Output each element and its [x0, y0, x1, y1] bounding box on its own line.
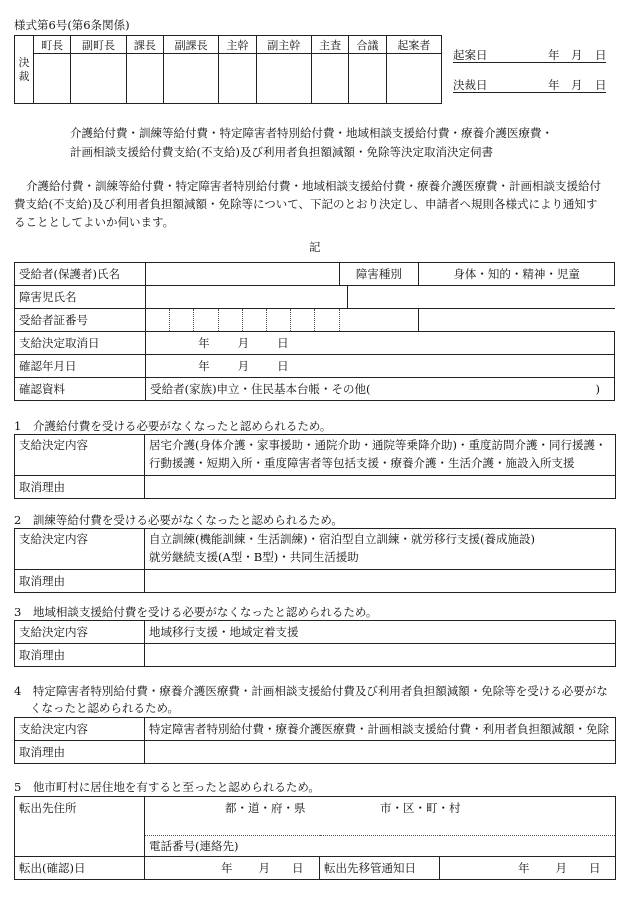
- approval-col-deputy-mayor: 副町長: [71, 36, 126, 54]
- disability-type-options[interactable]: 身体・知的・精神・児童: [419, 263, 615, 286]
- stamp-box[interactable]: [386, 54, 441, 104]
- year-unit: 年: [221, 861, 233, 875]
- approval-col-deputy-chief: 副課長: [164, 36, 219, 54]
- cert-number-label: 受給者証番号: [15, 309, 146, 332]
- stamp-box[interactable]: [71, 54, 126, 104]
- cancel-date-field[interactable]: [146, 332, 615, 355]
- docs-value: 受給者(家族)申立・住民基本台帳・その他(: [150, 382, 371, 396]
- cert-digit-box[interactable]: [218, 309, 242, 332]
- section-4-reason-field[interactable]: [145, 741, 616, 764]
- child-name-label: 障害児氏名: [15, 286, 146, 309]
- confirm-date-field[interactable]: [146, 355, 615, 378]
- month-unit: 月: [555, 861, 567, 875]
- child-name-field[interactable]: [146, 286, 348, 309]
- approval-stamp-table: [14, 35, 442, 104]
- docs-close-paren: ): [595, 382, 600, 396]
- cert-digit-box[interactable]: [242, 309, 266, 332]
- approval-col-manager: 主幹: [219, 36, 256, 54]
- approval-col-deputy-manager: 副主幹: [256, 36, 311, 54]
- approval-side-label-char: 裁: [18, 69, 30, 83]
- cert-digit-box[interactable]: [339, 309, 419, 332]
- approval-col-chief-clerk: 主査: [311, 36, 348, 54]
- section-4-heading-line1: 4 特定障害者特別給付費・療養介護医療費・計画相談支援給付費及び利用者負担額減額・免除等を受ける必要がな: [14, 684, 608, 698]
- stamp-box[interactable]: [256, 54, 311, 104]
- cancel-date-label: 支給決定取消日: [15, 332, 146, 355]
- year-unit: 年: [548, 48, 560, 62]
- section-3-content[interactable]: 地域移行支援・地域定着支援: [145, 621, 616, 644]
- approval-col-drafter: 起案者: [386, 36, 441, 54]
- month-unit: 月: [571, 48, 583, 62]
- year-unit: 年: [198, 359, 210, 373]
- notice-date-label: 転出先移管通知日: [320, 857, 440, 880]
- section-4-heading-line2: くなったと認められるため。: [30, 701, 180, 715]
- section-5-heading: 5 他市町村に居住地を有すると至ったと認められるため。: [14, 780, 320, 794]
- form-number: 様式第6号(第6条関係): [14, 18, 130, 32]
- cert-digit-box[interactable]: [170, 309, 194, 332]
- cert-digit-box[interactable]: [146, 309, 170, 332]
- day-unit: 日: [589, 861, 601, 875]
- section-1-heading: 1 介護給付費を受ける必要がなくなったと認められるため。: [14, 419, 332, 433]
- month-unit: 月: [237, 336, 250, 350]
- blank-cell: [347, 286, 614, 309]
- decision-date-label: 決裁日: [453, 78, 488, 92]
- confirm-date-label: 確認年月日: [15, 355, 146, 378]
- section-4-table: [14, 717, 616, 764]
- section-1-content[interactable]: [145, 435, 616, 476]
- stamp-box[interactable]: [219, 54, 256, 104]
- approval-col-mayor: 町長: [34, 36, 71, 54]
- blank-cell: [419, 309, 615, 332]
- content-label: 支給決定内容: [15, 435, 145, 476]
- day-unit: 日: [277, 336, 289, 350]
- section-2-content[interactable]: [145, 529, 616, 570]
- section-2-reason-field[interactable]: [145, 570, 616, 593]
- cert-digit-box[interactable]: [194, 309, 218, 332]
- day-unit: 日: [277, 359, 289, 373]
- section-4-content[interactable]: 特定障害者特別給付費・療養介護医療費・計画相談支援給付費・利用者負担額減額・免除: [145, 718, 616, 741]
- approval-side-label-char: 決: [18, 55, 30, 69]
- content-label: 支給決定内容: [15, 718, 145, 741]
- month-unit: 月: [237, 359, 250, 373]
- section-5-table: [14, 796, 616, 880]
- reason-label: 取消理由: [15, 476, 145, 499]
- intro-text-line2: 費支給(不支給)及び利用者負担額減額・免除等について、下記のとおり決定し、申請者へ規則各様式により通知す: [14, 197, 598, 211]
- section-2-heading: 2 訓練等給付費を受ける必要がなくなったと認められるため。: [14, 513, 343, 527]
- stamp-box[interactable]: [349, 54, 386, 104]
- notice-date-field[interactable]: [440, 857, 616, 880]
- stamp-box[interactable]: [164, 54, 219, 104]
- decision-date-field[interactable]: [453, 76, 606, 93]
- day-unit: 日: [292, 861, 304, 875]
- day-unit: 日: [595, 48, 607, 62]
- day-unit: 日: [595, 78, 607, 92]
- cert-digit-box[interactable]: [267, 309, 291, 332]
- reason-label: 取消理由: [15, 570, 145, 593]
- phone-label: 電話番号(連絡先): [149, 838, 239, 853]
- recipient-name-label: 受給者(保護者)氏名: [15, 263, 146, 286]
- prefecture-options: 都・道・府・県: [225, 801, 306, 815]
- stamp-box[interactable]: [34, 54, 71, 104]
- intro-text-line1: 介護給付費・訓練等給付費・特定障害者特別給付費・地域相談支援給付費・療養介護医療費・計画相談支援給付: [26, 179, 601, 193]
- moveout-date-label: 転出(確認)日: [15, 857, 145, 880]
- municipality-options: 市・区・町・村: [380, 801, 461, 815]
- content-label: 支給決定内容: [15, 529, 145, 570]
- section-3-reason-field[interactable]: [145, 644, 616, 667]
- section-1-reason-field[interactable]: [145, 476, 616, 499]
- reason-label: 取消理由: [15, 644, 145, 667]
- month-unit: 月: [571, 78, 583, 92]
- section-3-table: [14, 620, 616, 667]
- recipient-info-table: [14, 262, 615, 401]
- document-title-line1: 介護給付費・訓練等給付費・特定障害者特別給付費・地域相談支援給付費・療養介護医療費・: [70, 126, 553, 140]
- month-unit: 月: [258, 861, 270, 875]
- stamp-box[interactable]: [311, 54, 348, 104]
- address-label: 転出先住所: [15, 797, 145, 857]
- approval-col-consultation: 合議: [349, 36, 386, 54]
- section-3-heading: 3 地域相談支援給付費を受ける必要がなくなったと認められるため。: [14, 605, 378, 619]
- approval-side-label: [15, 36, 34, 104]
- year-unit: 年: [548, 78, 560, 92]
- section-1-content-line1: 居宅介護(身体介護・家事援助・通院介助・通院等乗降介助)・重度訪問介護・同行援護・: [149, 438, 607, 452]
- section-1-content-line2: 行動援護・短期入所・重度障害者等包括支援・療養介護・生活介護・施設入所支援: [149, 456, 575, 470]
- reason-label: 取消理由: [15, 741, 145, 764]
- section-1-table: [14, 434, 616, 499]
- stamp-box[interactable]: [126, 54, 163, 104]
- phone-field[interactable]: [145, 835, 616, 856]
- section-2-table: [14, 528, 616, 593]
- section-2-content-line2: 就労継続支援(A型・B型)・共同生活援助: [149, 550, 359, 564]
- cert-digit-box[interactable]: [315, 309, 339, 332]
- approval-col-section-chief: 課長: [126, 36, 163, 54]
- document-title-line2: 計画相談支援給付費支給(不支給)及び利用者負担額減額・免除等決定取消決定伺書: [70, 145, 493, 159]
- disability-type-label: 障害種別: [339, 263, 419, 286]
- section-2-content-line1: 自立訓練(機能訓練・生活訓練)・宿泊型自立訓練・就労移行支援(養成施設): [149, 532, 535, 546]
- draft-date-label: 起案日: [453, 48, 488, 62]
- year-unit: 年: [198, 336, 210, 350]
- docs-label: 確認資料: [15, 378, 146, 401]
- year-unit: 年: [518, 861, 530, 875]
- cert-digit-box[interactable]: [291, 309, 315, 332]
- intro-text-line3: ることとしてよいか伺います。: [14, 215, 175, 229]
- ki-marker: 記: [309, 240, 321, 254]
- content-label: 支給決定内容: [15, 621, 145, 644]
- recipient-name-field[interactable]: [146, 263, 340, 286]
- address-field[interactable]: [145, 797, 616, 836]
- draft-date-field[interactable]: [453, 46, 606, 63]
- moveout-date-field[interactable]: [145, 857, 320, 880]
- docs-field[interactable]: [146, 378, 615, 401]
